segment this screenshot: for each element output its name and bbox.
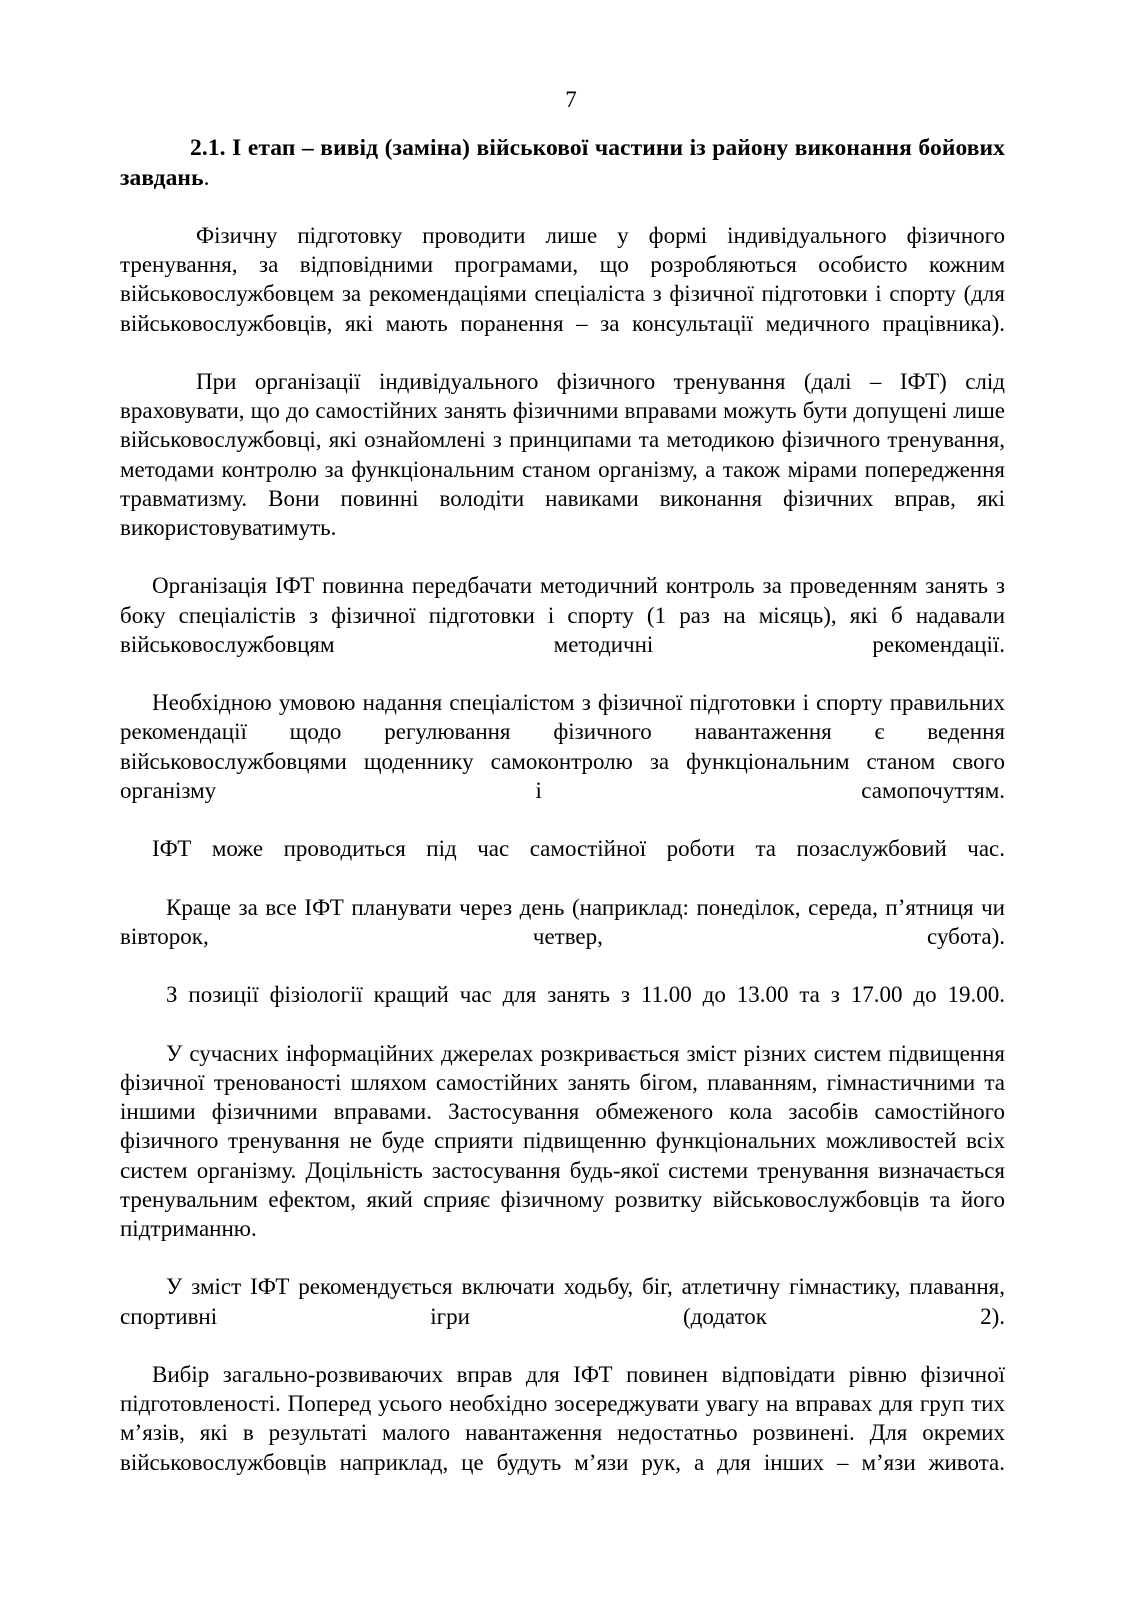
body-paragraph-2: При організації індивідуального фізичного тренування (далі – ІФТ) слід враховувати, що до самостійних занять фізичними вправами можуть бути допущені лише військовослужбовці, які ознайомлені з принципами та методикою фізичного тренування, методами контролю за функціональним станом організму, а також мірами попередження травматизму. Вони повинні володіти навиками виконання фізичних вправ, які використовуватимуть. (120, 369, 1005, 541)
body-paragraph-4: Необхідною умовою надання спеціалістом з фізичної підготовки і спорту правильних рекомендації щодо регулювання фізичного навантаження є ведення військовослужбовцями щоденнику самоконтролю за функціональним станом свого організму і самопочуттям. (120, 690, 1005, 803)
body-paragraph-3: Організація ІФТ повинна передбачати методичний контроль за проведенням занять з боку спеціалістів з фізичної підготовки і спорту (1 раз на місяць), які б надавали військовослужбовцям методичні рекомендації. (120, 573, 1005, 657)
body-paragraph-8: У сучасних інформаційних джерелах розкривається зміст різних систем підвищення фізичної тренованості шляхом самостійних занять бігом, плаванням, гімнастичними та іншими фізичними вправами. Застосування обмеженого кола засобів самостійного фізичного тренування не буде сприяти підвищенню функціональних можливостей всіх систем організму. Доцільність застосування будь-якої системи тренування визначається тренувальним ефектом, який сприяє фізичному розвитку військовослужбовців та його підтриманню. (120, 1040, 1005, 1241)
page-number: 7 (565, 87, 577, 112)
body-paragraph-9: У зміст ІФТ рекомендується включати ходьбу, біг, атлетичну гімнастику, плавання, спортивні ігри (додаток 2). (120, 1274, 1005, 1329)
body-paragraph-5: ІФТ може проводиться під час самостійної роботи та позаслужбовий час. (152, 836, 1005, 862)
body-paragraph-7: З позиції фізіології кращий час для занять з 11.00 до 13.00 та з 17.00 до 19.00. (166, 982, 1005, 1008)
body-paragraph-10: Вибір загально-розвиваючих вправ для ІФТ повинен відповідати рівню фізичної підготовленості. Поперед усього необхідно зосереджувати увагу на вправах для груп тих м’язів, які в результаті малого навантаження недостатньо розвинені. Для окремих військовослужбовців наприклад, це будуть м’язи рук, а для інших – м’язи живота. (120, 1361, 1005, 1475)
section-heading-punctuation: . (203, 165, 210, 191)
page-content (120, 133, 1005, 1506)
section-heading-text: 2.1. І етап – вивід (заміна) військової частини із району виконання бойових завдань (120, 135, 1005, 191)
section-heading (120, 133, 1005, 193)
body-paragraph-6: Краще за все ІФТ планувати через день (наприклад: понеділок, середа, п’ятниця чи вівторок, четвер, субота). (120, 894, 1005, 949)
body-paragraph-1: Фізичну підготовку проводити лише у формі індивідуального фізичного тренування, за відповідними програмами, що розробляються особисто кожним військовослужбовцем за рекомендаціями спеціаліста з фізичної підготовки і спорту (для військовослужбовців, які мають поранення – за консультації медичного працівника). (120, 223, 1005, 336)
